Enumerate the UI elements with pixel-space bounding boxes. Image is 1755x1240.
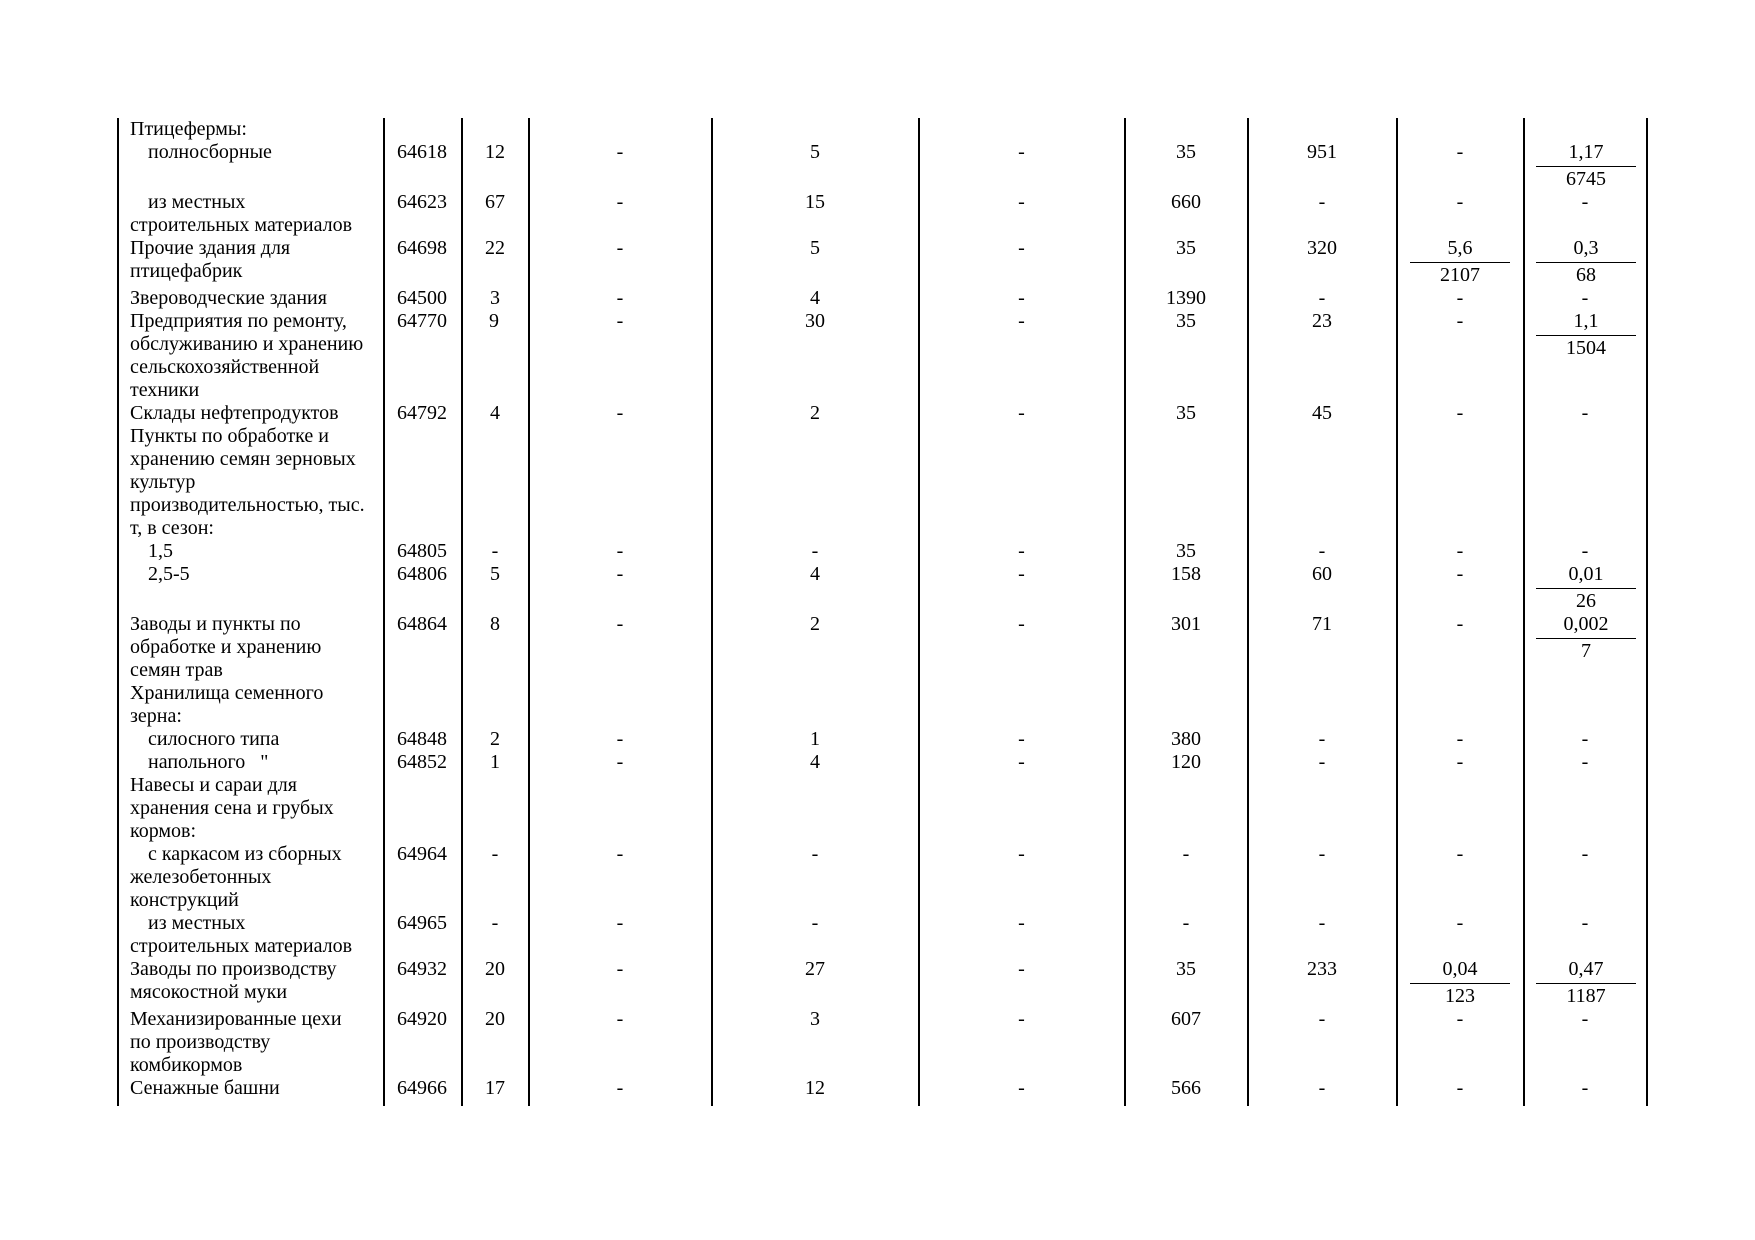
row-label: Прочие здания для	[130, 237, 291, 259]
row-label: напольного "	[148, 751, 269, 773]
cell-value: 20	[485, 958, 505, 980]
cell-value: 380	[1171, 728, 1201, 750]
cell-value: -	[1318, 751, 1326, 773]
cell-value: 5	[810, 141, 820, 163]
cell-value: 60	[1312, 563, 1332, 585]
cell-value: 660	[1171, 191, 1201, 213]
cell-value: 4	[810, 751, 820, 773]
cell-value: 12	[485, 141, 505, 163]
cell-value: -	[491, 843, 499, 865]
cell-value: 67	[485, 191, 505, 213]
row-label: Пункты по обработке и	[130, 425, 329, 447]
cell-value: -	[616, 191, 624, 213]
row-code: 64792	[397, 402, 447, 424]
cell-value: -	[1182, 912, 1190, 934]
cell-value: -	[616, 1008, 624, 1030]
fraction-denominator: 1187	[1566, 985, 1606, 1007]
row-label: Механизированные цехи	[130, 1008, 342, 1030]
row-label: силосного типа	[148, 728, 280, 750]
cell-value: -	[616, 287, 624, 309]
row-label: хранения сена и грубых	[130, 797, 334, 819]
cell-value: -	[1456, 287, 1464, 309]
cell-value: -	[1581, 912, 1589, 934]
cell-value: 158	[1171, 563, 1201, 585]
row-code: 64618	[397, 141, 447, 163]
row-label: сельскохозяйственной	[130, 356, 320, 378]
cell-value: 15	[805, 191, 825, 213]
cell-value: -	[1018, 563, 1025, 585]
column-rule	[1523, 118, 1525, 1106]
cell-value: 35	[1176, 310, 1196, 332]
fraction-numerator: 5,6	[1410, 237, 1510, 263]
cell-value: -	[1581, 1077, 1589, 1099]
cell-value: -	[1018, 237, 1025, 259]
column-rule	[1124, 118, 1126, 1106]
cell-value: 30	[805, 310, 825, 332]
cell-value: -	[616, 563, 624, 585]
row-label: полносборные	[148, 141, 272, 163]
cell-value: -	[1456, 912, 1464, 934]
cell-value: 12	[805, 1077, 825, 1099]
fraction-numerator: 0,01	[1536, 563, 1636, 589]
cell-value: -	[1318, 191, 1326, 213]
cell-value: -	[616, 958, 624, 980]
cell-value: -	[1456, 141, 1464, 163]
row-label: обработке и хранению	[130, 636, 322, 658]
fraction-denominator: 7	[1581, 640, 1591, 662]
row-code: 64966	[397, 1077, 447, 1099]
row-label: по производству	[130, 1031, 271, 1053]
cell-value: -	[1456, 540, 1464, 562]
row-label: культур	[130, 471, 196, 493]
cell-value: 2	[810, 613, 820, 635]
cell-value: -	[1581, 751, 1589, 773]
row-label: конструкций	[130, 889, 239, 911]
fraction-denominator: 26	[1576, 590, 1596, 612]
cell-value: -	[1456, 751, 1464, 773]
cell-value: -	[1018, 540, 1025, 562]
row-code: 64805	[397, 540, 447, 562]
row-label: кормов:	[130, 820, 197, 842]
row-label: производительностью, тыс.	[130, 494, 365, 516]
row-code: 64852	[397, 751, 447, 773]
cell-value: -	[1581, 191, 1589, 213]
row-code: 64964	[397, 843, 447, 865]
cell-value: -	[1456, 1077, 1464, 1099]
cell-value: -	[1581, 540, 1589, 562]
cell-value: -	[616, 237, 624, 259]
row-label: Сенажные башни	[130, 1077, 280, 1099]
cell-value: -	[1018, 728, 1025, 750]
row-label: строительных материалов	[130, 214, 353, 236]
cell-value: -	[1456, 843, 1464, 865]
row-label: Навесы и сараи для	[130, 774, 297, 796]
cell-value: -	[491, 540, 499, 562]
row-label: железобетонных	[130, 866, 272, 888]
cell-value: 35	[1176, 958, 1196, 980]
cell-value: 5	[490, 563, 500, 585]
cell-value: -	[1581, 402, 1589, 424]
row-label: Звероводческие здания	[130, 287, 327, 309]
row-label: техники	[130, 379, 200, 401]
row-code: 64932	[397, 958, 447, 980]
cell-value: 23	[1312, 310, 1332, 332]
row-label: т, в сезон:	[130, 517, 214, 539]
row-label: мясокостной муки	[130, 981, 288, 1003]
fraction-numerator: 0,04	[1410, 958, 1510, 984]
row-label: Птицефермы:	[130, 118, 247, 140]
cell-value: -	[1318, 912, 1326, 934]
cell-value: 45	[1312, 402, 1332, 424]
cell-value: 566	[1171, 1077, 1201, 1099]
cell-value: 3	[810, 1008, 820, 1030]
cell-value: -	[1318, 843, 1326, 865]
cell-value: -	[616, 1077, 624, 1099]
column-rule	[528, 118, 530, 1106]
fraction-denominator: 2107	[1440, 264, 1480, 286]
cell-value: -	[616, 613, 624, 635]
cell-value: -	[1018, 912, 1025, 934]
cell-value: 3	[490, 287, 500, 309]
row-label: Склады нефтепродуктов	[130, 402, 339, 424]
fraction-denominator: 68	[1576, 264, 1596, 286]
row-code: 64864	[397, 613, 447, 635]
row-label: хранению семян зерновых	[130, 448, 356, 470]
cell-value: -	[1318, 540, 1326, 562]
cell-value: -	[1318, 1008, 1326, 1030]
row-label: из местных	[148, 191, 246, 213]
cell-value: -	[1456, 728, 1464, 750]
cell-value: -	[1018, 402, 1025, 424]
cell-value: 27	[805, 958, 825, 980]
cell-value: -	[616, 728, 624, 750]
cell-value: -	[1018, 191, 1025, 213]
row-label: из местных	[148, 912, 246, 934]
cell-value: -	[1456, 310, 1464, 332]
cell-value: -	[616, 843, 624, 865]
cell-value: 22	[485, 237, 505, 259]
fraction-numerator: 1,17	[1536, 141, 1636, 167]
cell-value: -	[1318, 728, 1326, 750]
cell-value: -	[1018, 751, 1025, 773]
fraction-numerator: 0,002	[1536, 613, 1636, 639]
cell-value: 120	[1171, 751, 1201, 773]
cell-value: 607	[1171, 1008, 1201, 1030]
row-code: 64848	[397, 728, 447, 750]
cell-value: -	[1018, 287, 1025, 309]
row-label: строительных материалов	[130, 935, 353, 957]
fraction-numerator: 0,47	[1536, 958, 1636, 984]
column-rule	[117, 118, 119, 1106]
cell-value: 8	[490, 613, 500, 635]
cell-value: -	[1581, 287, 1589, 309]
cell-value: -	[1018, 310, 1025, 332]
cell-value: -	[1456, 402, 1464, 424]
row-label: Заводы и пункты по	[130, 613, 301, 635]
cell-value: -	[1018, 958, 1025, 980]
cell-value: -	[1456, 1008, 1464, 1030]
cell-value: 1390	[1166, 287, 1206, 309]
cell-value: -	[616, 402, 624, 424]
cell-value: 301	[1171, 613, 1201, 635]
cell-value: 20	[485, 1008, 505, 1030]
fraction-numerator: 1,1	[1536, 310, 1636, 336]
cell-value: -	[616, 751, 624, 773]
row-label: Заводы по производству	[130, 958, 337, 980]
cell-value: -	[1456, 191, 1464, 213]
row-label: зерна:	[130, 705, 182, 727]
column-rule	[461, 118, 463, 1106]
cell-value: 35	[1176, 141, 1196, 163]
cell-value: 1	[490, 751, 500, 773]
cell-value: 1	[810, 728, 820, 750]
row-code: 64920	[397, 1008, 447, 1030]
cell-value: 4	[490, 402, 500, 424]
cell-value: -	[811, 843, 819, 865]
cell-value: 951	[1307, 141, 1337, 163]
cell-value: -	[1456, 563, 1464, 585]
cell-value: -	[1018, 843, 1025, 865]
fraction-denominator: 123	[1445, 985, 1475, 1007]
cell-value: -	[616, 540, 624, 562]
cell-value: 71	[1312, 613, 1332, 635]
column-rule	[918, 118, 920, 1106]
cell-value: -	[1318, 1077, 1326, 1099]
cell-value: 5	[810, 237, 820, 259]
row-label: птицефабрик	[130, 260, 243, 282]
row-code: 64500	[397, 287, 447, 309]
cell-value: 320	[1307, 237, 1337, 259]
cell-value: -	[1581, 843, 1589, 865]
cell-value: 4	[810, 563, 820, 585]
column-rule	[711, 118, 713, 1106]
cell-value: 2	[810, 402, 820, 424]
cell-value: -	[491, 912, 499, 934]
cell-value: -	[1581, 1008, 1589, 1030]
cell-value: -	[616, 310, 624, 332]
row-code: 64965	[397, 912, 447, 934]
fraction-numerator: 0,3	[1536, 237, 1636, 263]
column-rule	[1396, 118, 1398, 1106]
cell-value: 35	[1176, 402, 1196, 424]
cell-value: 9	[489, 310, 499, 332]
row-code: 64698	[397, 237, 447, 259]
fraction-denominator: 6745	[1566, 168, 1606, 190]
cell-value: 17	[485, 1077, 505, 1099]
row-label: с каркасом из сборных	[148, 843, 342, 865]
cell-value: 35	[1176, 540, 1196, 562]
cell-value: -	[1018, 1077, 1025, 1099]
row-code: 64623	[397, 191, 447, 213]
cell-value: 4	[810, 287, 820, 309]
cell-value: 233	[1307, 958, 1337, 980]
cell-value: -	[1018, 1008, 1025, 1030]
row-code: 64806	[397, 563, 447, 585]
row-label: обслуживанию и хранению	[130, 333, 364, 355]
cell-value: -	[1581, 728, 1589, 750]
cell-value: -	[616, 912, 624, 934]
column-rule	[1646, 118, 1648, 1106]
fraction-denominator: 1504	[1566, 337, 1606, 359]
cell-value: -	[1318, 287, 1326, 309]
row-label: Предприятия по ремонту,	[130, 310, 347, 332]
column-rule	[383, 118, 385, 1106]
row-label: Хранилища семенного	[130, 682, 324, 704]
row-label: семян трав	[130, 659, 223, 681]
cell-value: 35	[1176, 237, 1196, 259]
row-code: 64770	[397, 310, 447, 332]
row-label: 1,5	[148, 540, 173, 562]
cell-value: -	[1182, 843, 1190, 865]
cell-value: -	[1018, 141, 1025, 163]
cell-value: -	[811, 540, 819, 562]
cell-value: -	[616, 141, 624, 163]
row-label: комбикормов	[130, 1054, 243, 1076]
cell-value: -	[1018, 613, 1025, 635]
row-label: 2,5-5	[148, 563, 190, 585]
cell-value: 2	[490, 728, 500, 750]
cell-value: -	[811, 912, 819, 934]
cell-value: -	[1456, 613, 1464, 635]
column-rule	[1247, 118, 1249, 1106]
